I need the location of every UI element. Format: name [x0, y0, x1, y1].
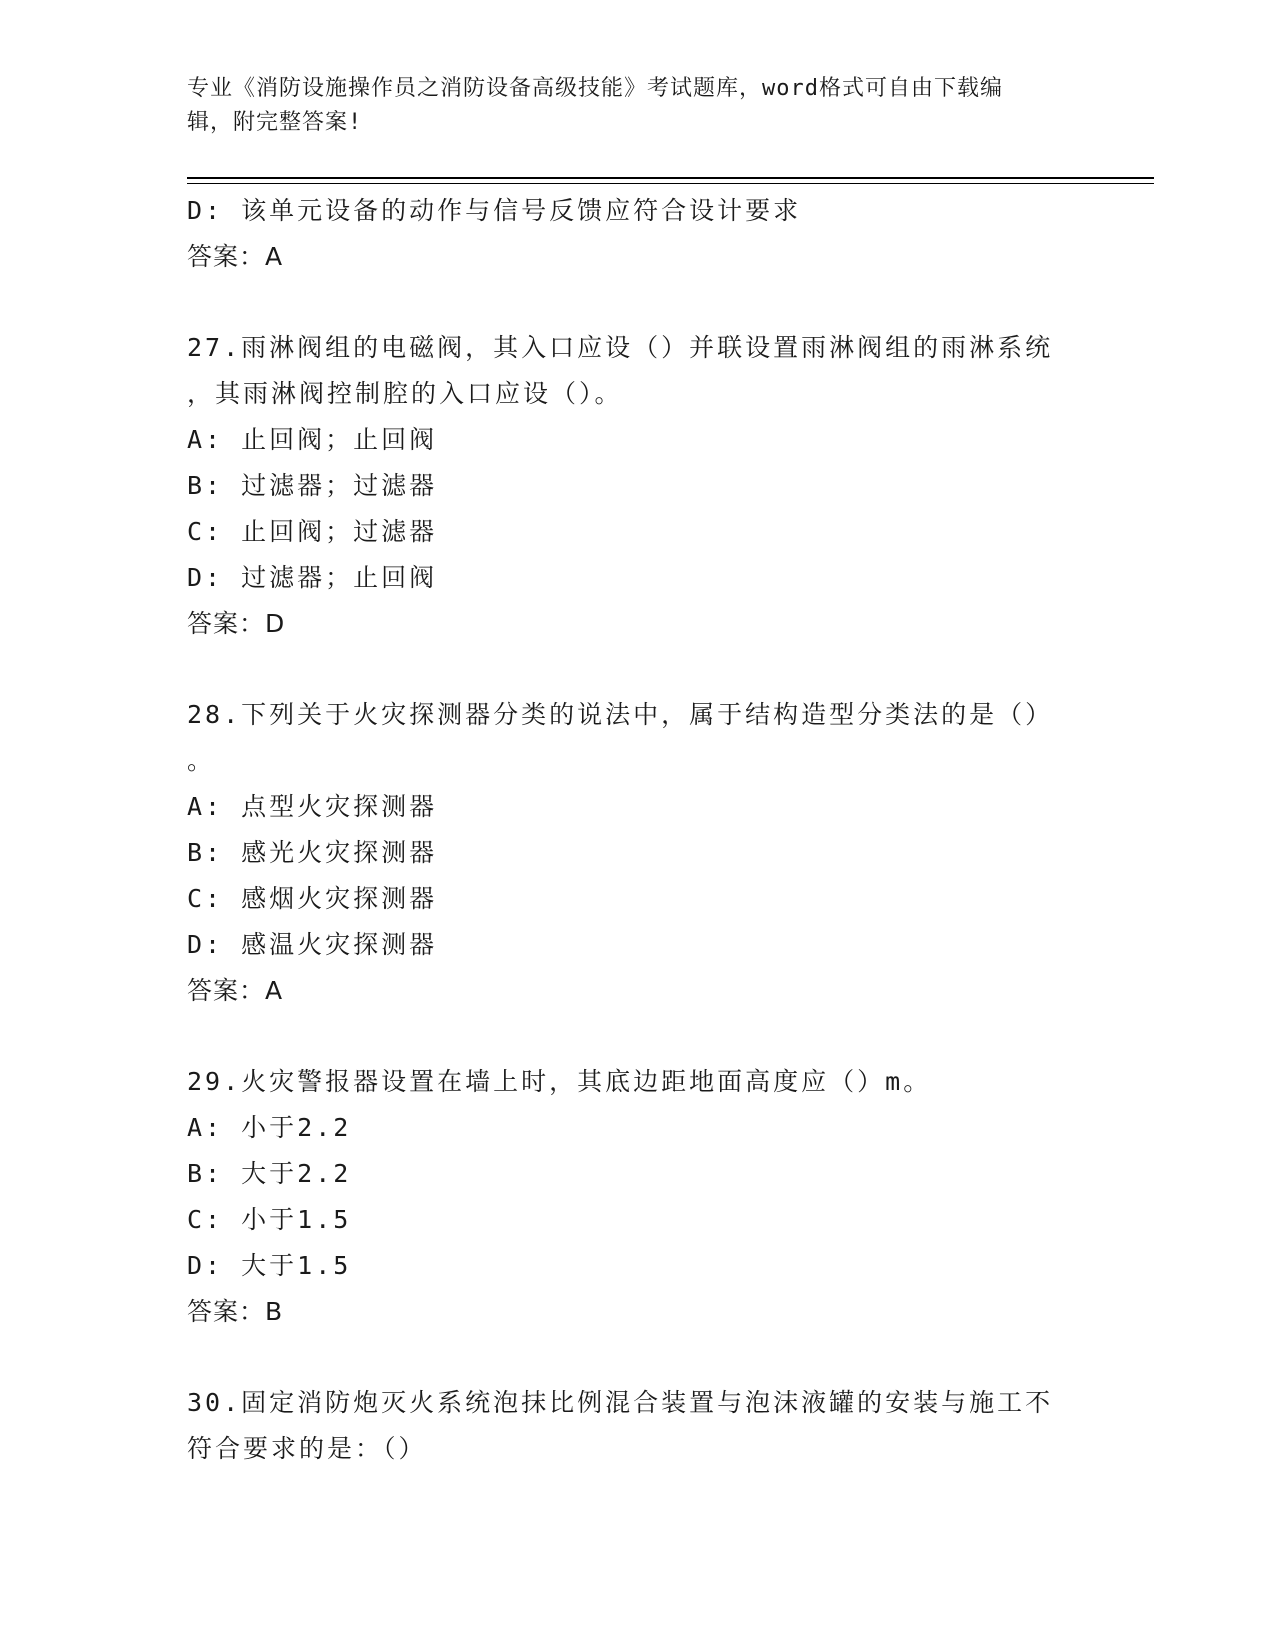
question-text: 29.火灾警报器设置在墙上时，其底边距地面高度应（）m。 — [187, 1067, 932, 1096]
answer-line: 答案：D — [187, 609, 286, 638]
option-a: A: 止回阀；止回阀 — [187, 425, 438, 454]
question-text: 28.下列关于火灾探测器分类的说法中，属于结构造型分类法的是（） — [187, 700, 1054, 729]
document-header — [187, 72, 1067, 140]
question-27 — [187, 325, 1087, 647]
question-28 — [187, 692, 1087, 1014]
option-b: B: 大于2.2 — [187, 1159, 352, 1188]
answer-line: 答案：A — [187, 976, 284, 1005]
answer-line: 答案：A — [187, 242, 284, 271]
question-29 — [187, 1059, 1087, 1335]
question-text: 27.雨淋阀组的电磁阀，其入口应设（）并联设置雨淋阀组的雨淋系统 — [187, 333, 1054, 362]
option-a: A: 小于2.2 — [187, 1113, 352, 1142]
header-divider — [187, 177, 1154, 179]
option-d: D: 大于1.5 — [187, 1251, 352, 1280]
option-d: D: 过滤器；止回阀 — [187, 563, 438, 592]
header-divider-thin — [187, 183, 1154, 184]
question-26-tail — [187, 188, 1087, 280]
answer-line: 答案：B — [187, 1297, 284, 1326]
option-a: A: 点型火灾探测器 — [187, 792, 438, 821]
option-c: C: 感烟火灾探测器 — [187, 884, 438, 913]
question-text-continued: 。 — [187, 746, 216, 775]
option-d: D: 该单元设备的动作与信号反馈应符合设计要求 — [187, 196, 802, 225]
option-b: B: 感光火灾探测器 — [187, 838, 438, 867]
question-text-continued: ，其雨淋阀控制腔的入口应设（）。 — [187, 379, 623, 408]
question-text-continued: 符合要求的是：（） — [187, 1434, 427, 1463]
question-list — [187, 188, 1087, 1472]
question-text: 30.固定消防炮灭火系统泡抹比例混合装置与泡沫液罐的安装与施工不 — [187, 1388, 1054, 1417]
header-line-2: 辑，附完整答案! — [187, 110, 363, 135]
question-30 — [187, 1380, 1087, 1472]
option-d: D: 感温火灾探测器 — [187, 930, 438, 959]
header-line-1: 专业《消防设施操作员之消防设备高级技能》考试题库，word格式可自由下载编 — [187, 76, 1003, 101]
option-c: C: 止回阀；过滤器 — [187, 517, 438, 546]
option-b: B: 过滤器；过滤器 — [187, 471, 438, 500]
option-c: C: 小于1.5 — [187, 1205, 352, 1234]
